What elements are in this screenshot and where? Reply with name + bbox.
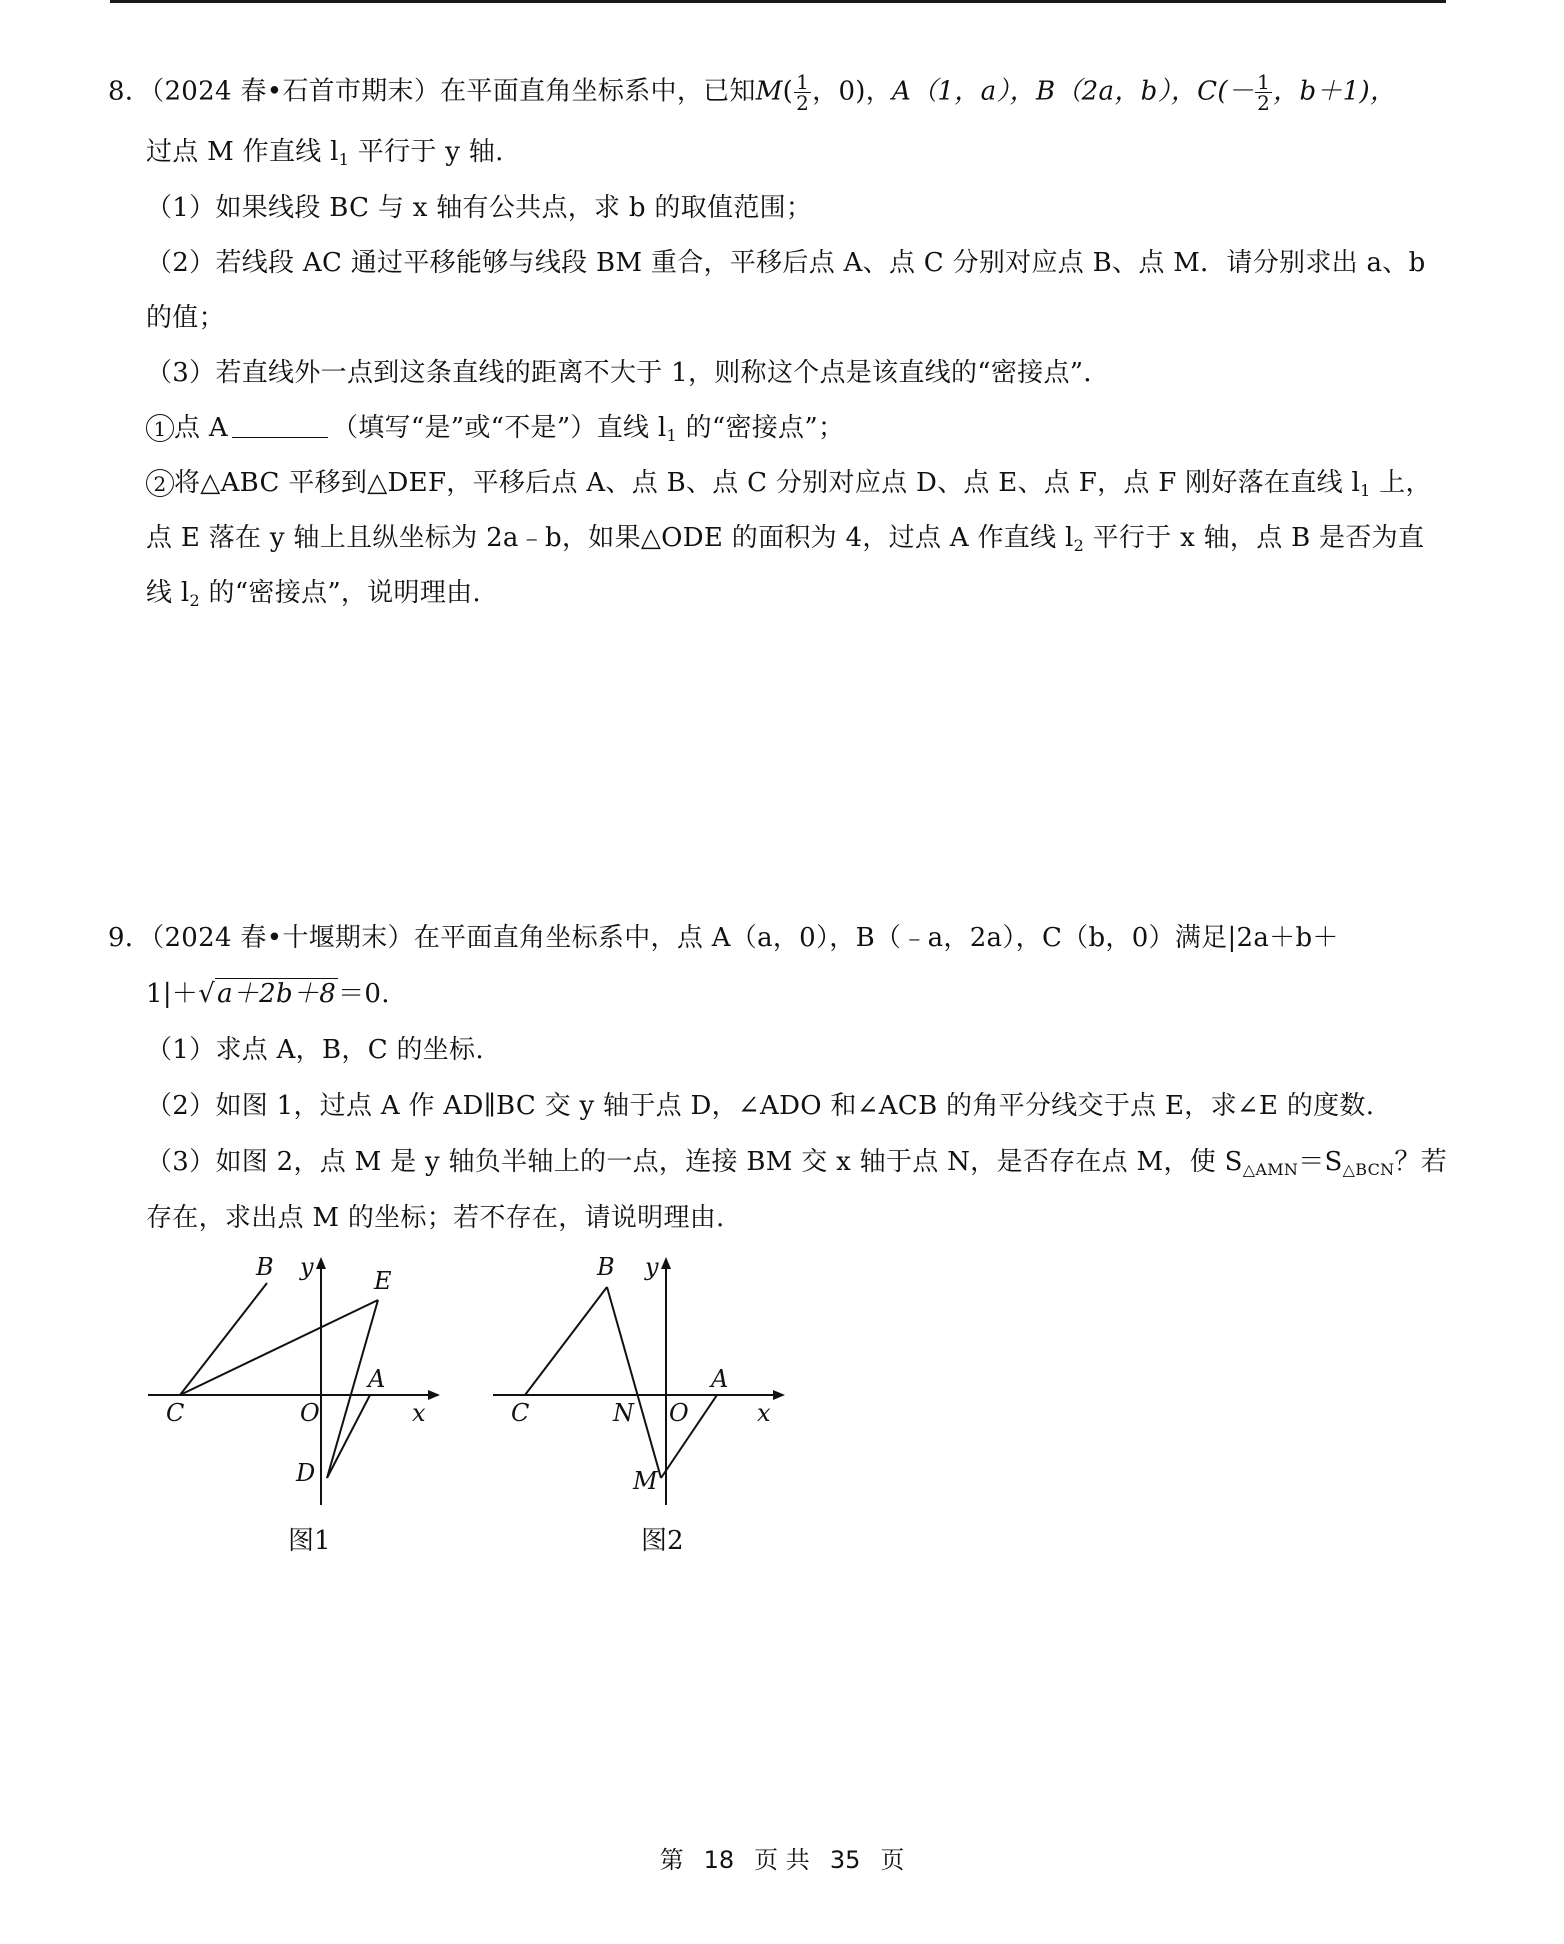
q8-b-point: B（2a，b），: [1035, 76, 1198, 107]
footer-page-number: 18: [703, 1846, 735, 1874]
fig2-label-m: M: [633, 1467, 658, 1495]
q8-fraction-half: $\frac{1}{2}$: [796, 70, 810, 115]
fig2-label-n: N: [613, 1399, 634, 1427]
page-footer: [0, 1840, 1564, 1875]
q8-part-2b: 的值；: [146, 303, 225, 333]
q8-part-1: （1）如果线段 BC 与 x 轴有公共点，求 b 的取值范围；: [146, 193, 813, 223]
q8-m-label: M: [755, 76, 783, 107]
fig2-segment-cb: [525, 1287, 607, 1395]
q8-sub-2b: 点 E 落在 y 轴上且纵坐标为 2a﹣b，如果△ODE 的面积为 4，过点 A 作直线 $l_2$ 平行于 x 轴，点 B 是否为直: [146, 523, 1425, 555]
q8-sub-2a: 2 将△ABC 平移到△DEF，平移后点 A、点 B、点 C 分别对应点 D、点 E、点 F，点 F 刚好落在直线 $l_1$ 上，: [146, 465, 1432, 501]
q8-sub-1: 1 点 A （填写“是”或“不是”）直线 $l_1$ 的“密接点”；: [146, 410, 844, 446]
q9-source: （2024 春•十堰期末）: [151, 923, 414, 953]
fig1-label-y: y: [300, 1253, 314, 1281]
q8-c-rest: ，b＋1)，: [1273, 76, 1397, 107]
q8-line-1: 8．（2024 春•石首市期末）在平面直角坐标系中，已知M( $\frac{1}{2}$ ，0)，A（1，a），B（2a，b），C(－ $\frac{1}{2}$ ，b＋1)，: [108, 70, 1397, 115]
fig1-segment-ce: [180, 1300, 378, 1395]
q8-fraction-half-2: $\frac{1}{2}$: [1257, 70, 1271, 115]
footer-page-mid: 页 共: [754, 1846, 810, 1874]
q8-number: 8．: [108, 76, 152, 107]
q8-part-2a: （2）若线段 AC 通过平移能够与线段 BM 重合，平移后点 A、点 C 分别对应点 B、点 M．请分别求出 a、b: [146, 248, 1426, 278]
fig2-caption: 图2: [641, 1526, 684, 1556]
answer-blank[interactable]: [232, 411, 328, 438]
figure-2: [485, 1245, 805, 1575]
q9-line-1: [108, 920, 1339, 956]
q9-line-2: 1|＋√a＋2b＋8＝0.: [146, 979, 390, 1009]
q8-m-rest: ，0)，: [812, 76, 893, 107]
fig2-label-o: O: [669, 1399, 689, 1427]
fig1-label-d: D: [296, 1459, 316, 1487]
fig1-segment-ad: [327, 1395, 370, 1478]
circled-number-1: 1: [146, 414, 174, 442]
fig2-label-b: B: [597, 1253, 615, 1281]
q9-part-1: （1）求点 A，B，C 的坐标.: [146, 1035, 484, 1065]
q8-sub-2c: 线 $l_2$ 的“密接点”，说明理由.: [146, 578, 481, 610]
q8-intro: 在平面直角坐标系中，已知: [440, 76, 756, 107]
fig2-label-y: y: [645, 1253, 659, 1281]
q9-part-2: （2）如图 1，过点 A 作 AD∥BC 交 y 轴于点 D，∠ADO 和∠ACB 的角平分线交于点 E，求∠E 的度数.: [146, 1091, 1375, 1121]
fig2-label-c: C: [511, 1399, 530, 1427]
figure-1: [140, 1245, 460, 1575]
q9-intro: 在平面直角坐标系中，点 A（a，0），B（﹣a，2a），C（b，0）满足|2a＋b＋: [413, 923, 1339, 953]
circled-number-2: 2: [146, 469, 174, 497]
q9-part-3a: （3）如图 2，点 M 是 y 轴负半轴上的一点，连接 BM 交 x 轴于点 N，是否存在点 M，使 $S_{\triangle AMN}=S_{\triangle BCN}$？若: [146, 1147, 1448, 1179]
q8-part-3: （3）若直线外一点到这条直线的距离不大于 1，则称这个点是该直线的“密接点”．: [146, 358, 1110, 388]
fig1-segment-cb: [180, 1283, 267, 1395]
fig1-label-e: E: [374, 1267, 392, 1295]
q8-line-2: 过点 M 作直线 $l_1$ 平行于 y 轴.: [146, 137, 504, 169]
q9-number: 9．: [108, 923, 152, 953]
footer-page-end: 页: [880, 1846, 905, 1874]
fig1-label-c: C: [166, 1399, 185, 1427]
fig2-label-a: A: [711, 1365, 729, 1393]
fig1-label-o: O: [300, 1399, 320, 1427]
fig2-label-x: x: [757, 1399, 771, 1427]
footer-page-pre: 第: [659, 1846, 684, 1874]
fig1-caption: 图1: [288, 1526, 331, 1556]
q9-part-3b: 存在，求出点 M 的坐标；若不存在，请说明理由.: [146, 1203, 725, 1233]
sqrt-expression: a＋2b＋8: [217, 979, 337, 1009]
q8-source: （2024 春•石首市期末）: [151, 76, 441, 107]
footer-page-total: 35: [829, 1846, 861, 1874]
fig2-segment-bm: [607, 1287, 661, 1478]
q8-a-point: A（1，a），: [892, 76, 1036, 107]
top-rule: [110, 0, 1446, 3]
fig1-label-x: x: [412, 1399, 426, 1427]
fig1-label-a: A: [368, 1365, 386, 1393]
q8-c-pre: C(－: [1197, 76, 1255, 107]
fig1-label-b: B: [256, 1253, 274, 1281]
